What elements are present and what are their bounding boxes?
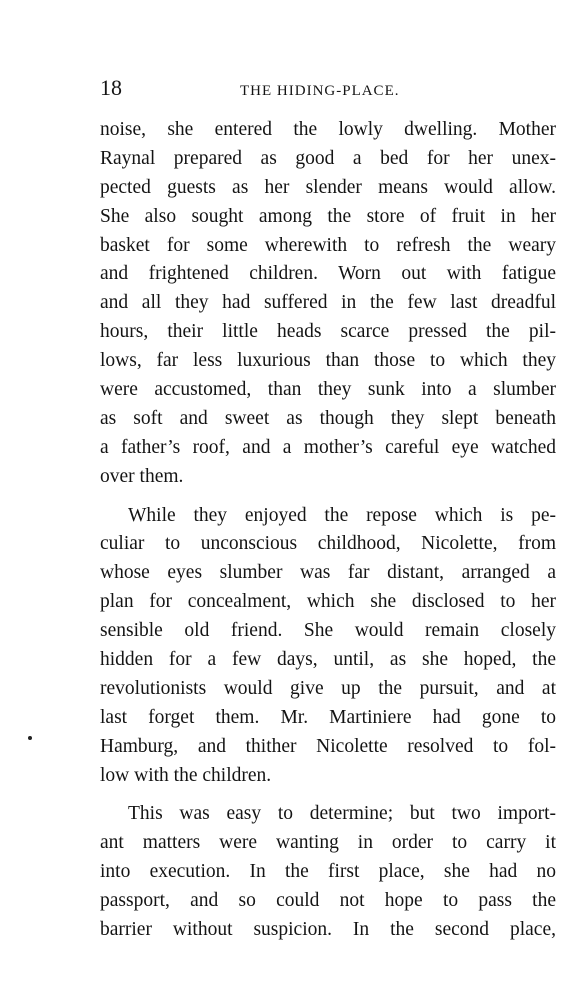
paragraph-gap	[100, 790, 556, 800]
text-line: This was easy to determine; but two import-	[128, 803, 556, 825]
page-number: 18	[100, 75, 122, 100]
text-line: a father’s roof, and a mother’s careful eye watched	[100, 436, 556, 458]
paragraph-2	[100, 502, 556, 791]
text-line: lows, far less luxurious than those to which they	[100, 350, 556, 372]
text-line: were accustomed, than they sunk into a slumber	[100, 379, 556, 401]
text-line: revolutionists would give up the pursuit, and at	[100, 677, 556, 699]
text-line: ant matters were wanting in order to carry it	[100, 832, 556, 854]
page-header	[100, 73, 556, 103]
running-title: THE HIDING-PLACE.	[240, 83, 400, 99]
text-line: culiar to unconscious childhood, Nicolette, from	[100, 533, 556, 555]
text-line: low with the children.	[100, 764, 272, 786]
text-line: hidden for a few days, until, as she hoped, the	[100, 649, 556, 671]
text-line: over them.	[100, 465, 184, 487]
body-text	[100, 116, 556, 945]
text-line: whose eyes slumber was far distant, arranged a	[100, 562, 556, 584]
text-line: noise, she entered the lowly dwelling. Mother	[100, 119, 556, 140]
paragraph-3	[100, 800, 556, 944]
text-line: She also sought among the store of fruit in her	[100, 205, 556, 227]
text-line: last forget them. Mr. Martiniere had gone to	[100, 706, 556, 728]
text-line: basket for some wherewith to refresh the weary	[100, 234, 556, 256]
text-line: Raynal prepared as good a bed for her unex-	[100, 147, 556, 169]
text-line: passport, and so could not hope to pass the	[100, 890, 556, 912]
paragraph-gap	[100, 492, 556, 502]
print-speck	[28, 736, 32, 740]
text-line: as soft and sweet as though they slept beneath	[100, 407, 556, 429]
text-line: While they enjoyed the repose which is pe-	[128, 504, 556, 526]
text-line: plan for concealment, which she disclosed to her	[100, 591, 556, 613]
text-line: Hamburg, and thither Nicolette resolved to fol-	[100, 735, 556, 757]
text-line: and all they had suffered in the few last dreadful	[100, 292, 556, 314]
text-line: and frightened children. Worn out with fatigue	[100, 263, 556, 285]
text-line: sensible old friend. She would remain closely	[100, 620, 556, 642]
text-line: barrier without suspicion. In the second place,	[100, 919, 556, 941]
text-line: hours, their little heads scarce pressed the pil-	[100, 321, 556, 343]
paragraph-1	[100, 116, 556, 492]
text-line: pected guests as her slender means would allow.	[100, 176, 556, 198]
text-line: into execution. In the first place, she had no	[100, 861, 556, 883]
